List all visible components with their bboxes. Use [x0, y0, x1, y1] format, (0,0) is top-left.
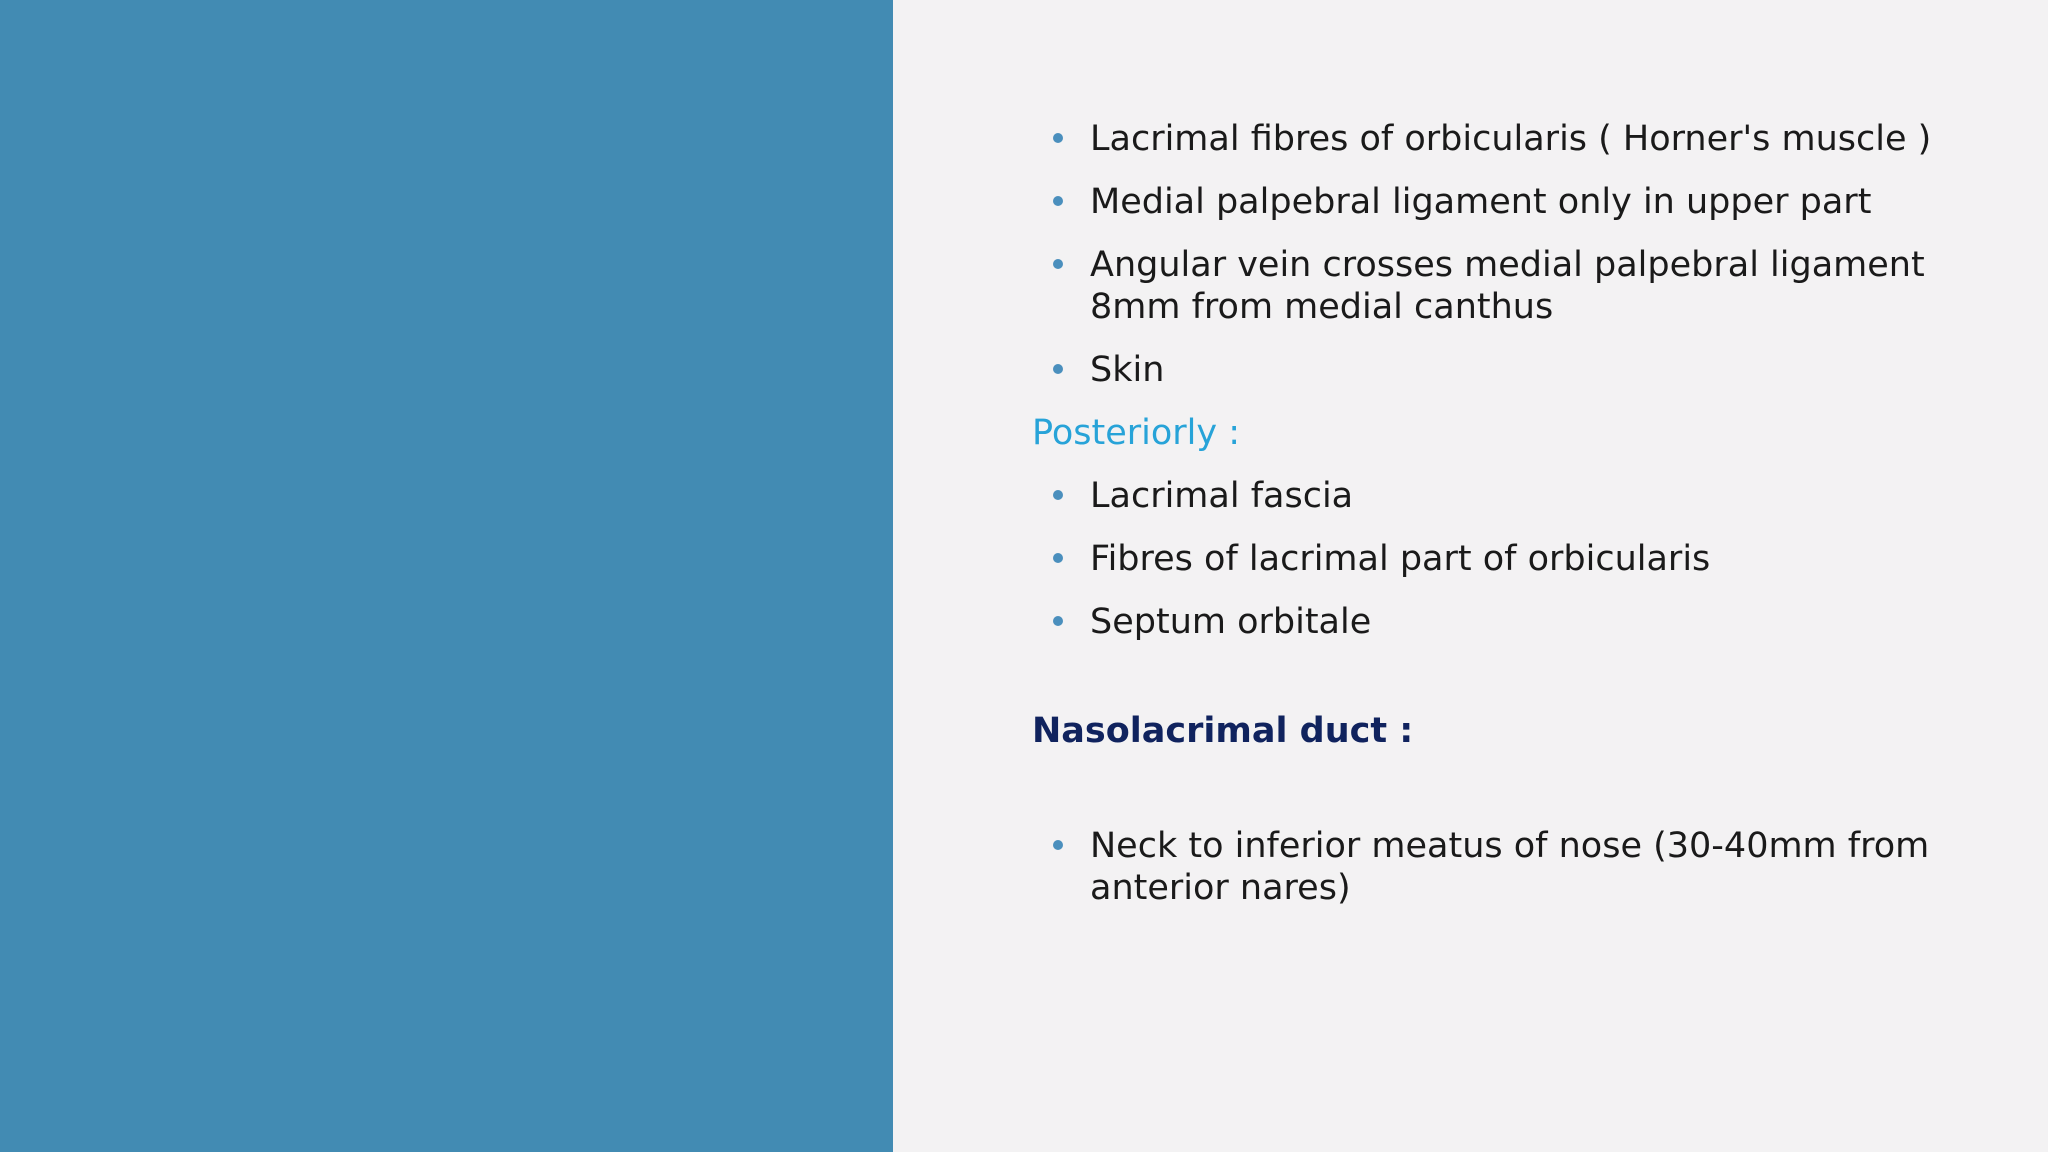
list-item: Medial palpebral ligament only in upper part [1032, 181, 1992, 223]
left-color-panel [0, 0, 893, 1152]
bullet-icon [1053, 553, 1063, 563]
bullet-icon [1053, 364, 1063, 374]
bullet-icon [1053, 196, 1063, 206]
bullet-icon [1053, 616, 1063, 626]
list-item: Neck to inferior meatus of nose (30-40mm from anterior nares) [1032, 825, 1992, 909]
posterior-relations-list [1032, 475, 1992, 643]
posteriorly-heading: Posteriorly : [1032, 413, 1241, 453]
nasolacrimal-duct-heading: Nasolacrimal duct : [1032, 711, 1414, 751]
list-item: Lacrimal fascia [1032, 475, 1992, 517]
list-item: Lacrimal fibres of orbicularis ( Horner's muscle ) [1032, 118, 1992, 160]
list-item: Fibres of lacrimal part of orbicularis [1032, 538, 1992, 580]
bullet-icon [1053, 133, 1063, 143]
nasolacrimal-duct-list [1032, 825, 1992, 909]
list-item: Septum orbitale [1032, 601, 1992, 643]
anterior-relations-list [1032, 118, 1992, 391]
slide-content [1032, 118, 1992, 930]
list-item: Skin [1032, 349, 1992, 391]
bullet-icon [1053, 490, 1063, 500]
list-item: Angular vein crosses medial palpebral ligament 8mm from medial canthus [1032, 244, 1992, 328]
bullet-icon [1053, 259, 1063, 269]
bullet-icon [1053, 840, 1063, 850]
